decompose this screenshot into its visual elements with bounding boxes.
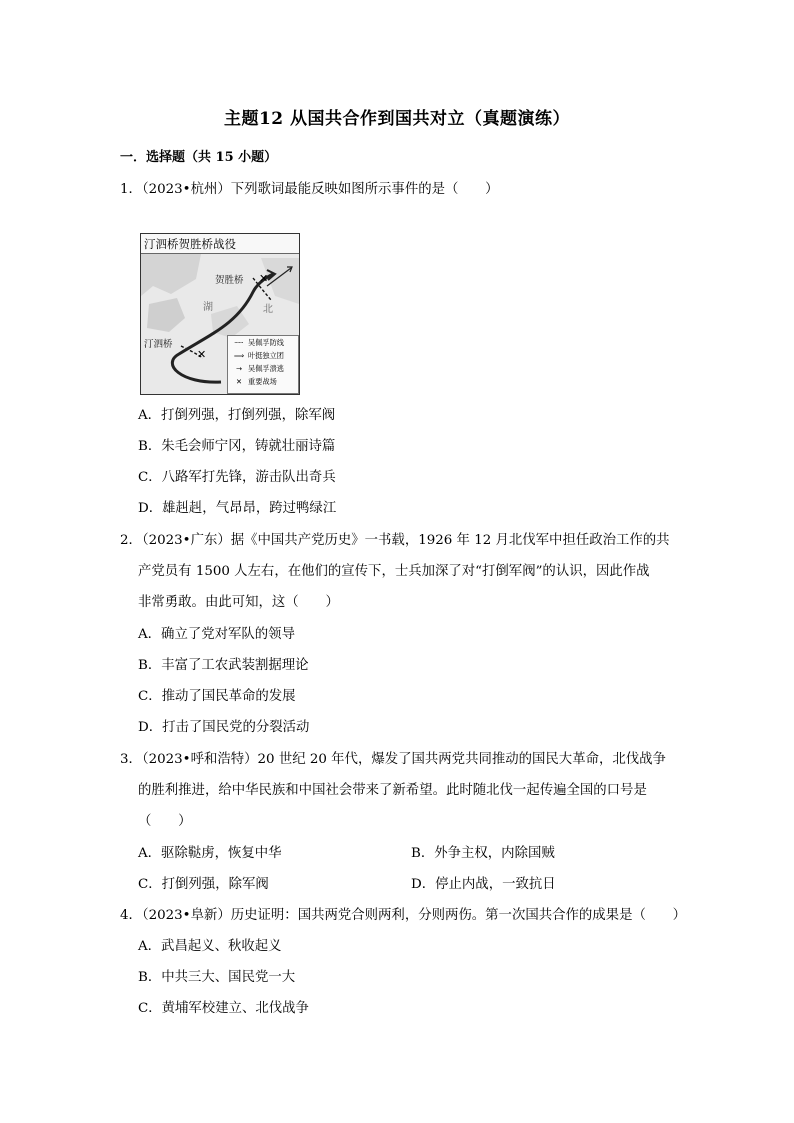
map-label-heshengqiao: 贺胜桥 <box>215 275 244 286</box>
svg-text:✕: ✕ <box>259 272 269 285</box>
question-1-option-d[interactable]: D．雄赳赳，气昂昂，跨过鸭绿江 <box>138 501 337 516</box>
question-4-option-c[interactable]: C．黄埔军校建立、北伐战争 <box>138 1001 309 1016</box>
question-1-option-c[interactable]: C．八路军打先锋，游击队出奇兵 <box>138 470 336 485</box>
map-legend <box>227 335 299 394</box>
question-4-option-b[interactable]: B．中共三大、国民党一大 <box>138 970 296 985</box>
svg-text:✕: ✕ <box>197 348 207 361</box>
question-1-option-b[interactable]: B．朱毛会师宁冈，铸就壮丽诗篇 <box>138 439 336 454</box>
legend-row-battlefield: ✕ 重要战场 <box>228 375 298 388</box>
question-2-stem-line-2: 产党员有 1500 人左右，在他们的宣传下，士兵加深了对“打倒军阀”的认识，因此作战 <box>138 564 650 579</box>
map-title: 汀泗桥贺胜桥战役 <box>141 234 299 254</box>
retreat-arrow-icon: → <box>235 364 243 373</box>
question-3-option-a[interactable]: A．驱除鞑虏，恢复中华 <box>138 846 282 861</box>
question-3-option-c[interactable]: C．打倒列强，除军阀 <box>138 877 269 892</box>
map-region-label-2: 北 <box>263 304 273 315</box>
question-2-option-b[interactable]: B．丰富了工农武装割据理论 <box>138 658 309 673</box>
question-2-option-c[interactable]: C．推动了国民革命的发展 <box>138 689 296 704</box>
defense-line-icon: ┄┄ <box>234 338 244 347</box>
legend-row-retreat: → 吴佩孚溃逃 <box>228 362 298 375</box>
battle-map-figure <box>140 233 300 395</box>
question-4-stem: 4．（2023•阜新）历史证明：国共两党合则两利，分则两伤。第一次国共合作的成果是（ ） <box>120 908 687 923</box>
question-3-option-b[interactable]: B．外争主权，内除国贼 <box>411 846 555 861</box>
question-3-option-d[interactable]: D．停止内战，一致抗日 <box>411 877 556 892</box>
question-3-stem-line-2: 的胜利推进，给中华民族和中国社会带来了新希望。此时随北伐一起传遍全国的口号是 <box>138 783 647 798</box>
question-4-option-a[interactable]: A．武昌起义、秋收起义 <box>138 939 282 954</box>
battlefield-x-icon: ✕ <box>235 377 243 386</box>
question-3-stem-line-3: （ ） <box>138 814 192 829</box>
map-region-label-1: 湖 <box>203 302 213 313</box>
legend-row-defense-line: ┄┄ 吴佩孚防线 <box>228 336 298 349</box>
question-3-stem-line-1: 3．（2023•呼和浩特）20 世纪 20 年代，爆发了国共两党共同推动的国民大革命，北伐战争 <box>120 752 666 767</box>
question-2-option-d[interactable]: D．打击了国民党的分裂活动 <box>138 720 310 735</box>
question-2-option-a[interactable]: A．确立了党对军队的领导 <box>138 627 295 642</box>
legend-row-independent-regiment: ⟹ 叶挺独立团 <box>228 349 298 362</box>
question-2-stem-line-3: 非常勇敢。由此可知，这（ ） <box>138 595 339 610</box>
question-1-stem: 1．（2023•杭州）下列歌词最能反映如图所示事件的是（ ） <box>120 182 499 197</box>
question-2-stem-line-1: 2．（2023•广东）据《中国共产党历史》一书载，1926 年 12 月北伐军中担任政治工作的共 <box>120 533 670 548</box>
map-label-tingsiqiao: 汀泗桥 <box>144 339 173 350</box>
independent-regiment-arrow-icon: ⟹ <box>233 351 245 360</box>
section-heading: 一．选择题（共 15 小题） <box>120 150 278 165</box>
question-1-option-a[interactable]: A．打倒列强，打倒列强，除军阀 <box>138 408 336 423</box>
page-title: 主题12 从国共合作到国共对立（真题演练） <box>223 109 571 129</box>
